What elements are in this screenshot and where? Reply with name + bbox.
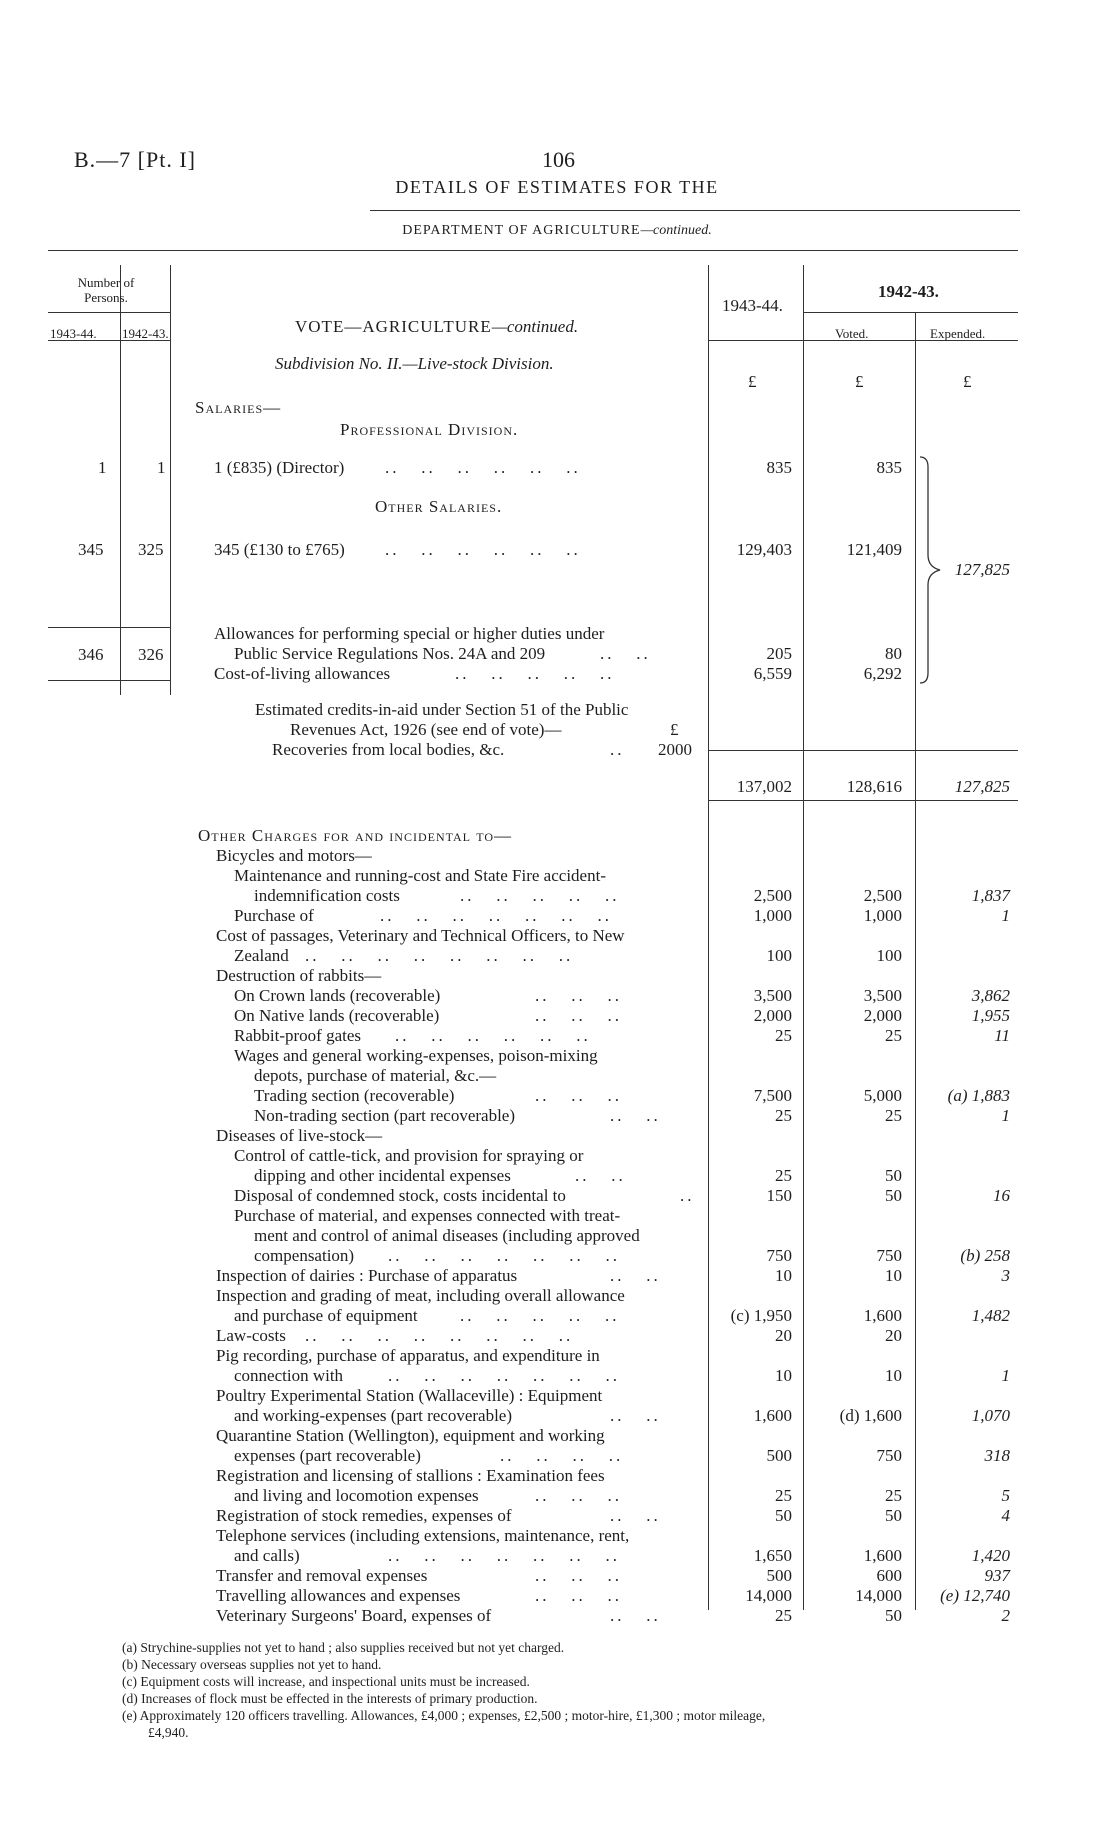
maintenance-expended: 1,837 [971,886,1010,905]
nontrading-section-estimate: 25 [775,1106,792,1125]
travelling-leaders: .. .. .. [535,1586,622,1605]
stock-remedies-label: Registration of stock remedies, expenses of [216,1506,512,1525]
poultry-station-line2: and working-expenses (part recoverable) [234,1406,513,1425]
vet-board-leaders: .. .. [610,1606,661,1625]
transfer-expended: 937 [984,1566,1010,1585]
header-rule-bottom [48,250,1018,251]
condemned-stock-expended: 16 [993,1186,1010,1205]
quarantine-station-line1: Quarantine Station (Wellington), equipment and working [216,1426,605,1445]
telephone-line2: and calls) [234,1546,300,1565]
rule-estimate [803,265,804,1610]
pound-sign-estimate: £ [748,372,757,391]
passages-leaders: .. .. .. .. .. .. .. .. [305,946,574,965]
subtotal-expended: 127,825 [954,777,1010,796]
director-persons-b: 1 [157,458,166,477]
cost-of-living-estimate: 6,559 [753,664,792,683]
persons-year-b: 1942-43. [122,326,169,341]
native-lands-estimate: 2,000 [753,1006,792,1025]
dairies-label: Inspection of dairies : Purchase of apparatus [216,1266,518,1285]
crown-lands-expended: 3,862 [971,986,1010,1005]
purchase-leaders: .. .. .. .. .. .. .. [380,906,612,925]
document-reference: B.—7 [Pt. I] [74,147,196,172]
header-rule-top [370,210,1020,211]
poultry-station-estimate: 1,600 [753,1406,792,1425]
other-salaries-leaders: .. .. .. .. .. .. [385,540,581,559]
bicycles-heading: Bicycles and motors— [216,846,372,865]
trading-section-estimate: 7,500 [753,1086,792,1105]
trading-section-voted: 5,000 [863,1086,902,1105]
other-persons-a: 345 [78,540,104,559]
allowances-estimate: 205 [766,644,792,663]
telephone-estimate: 1,650 [753,1546,792,1565]
quarantine-station-line2: expenses (part recoverable) [234,1446,421,1465]
pig-recording-line1: Pig recording, purchase of apparatus, and expenditure in [216,1346,600,1365]
material-line2: ment and control of animal diseases (including approved [254,1226,640,1245]
nontrading-section-voted: 25 [885,1106,902,1125]
stock-remedies-leaders: .. .. [610,1506,661,1525]
number-of-persons-heading: Number of Persons. [77,275,135,305]
salaries-expended-group: 127,825 [954,560,1010,579]
quarantine-station-estimate: 500 [766,1446,792,1465]
passages-voted: 100 [876,946,902,965]
pound-sign-expended: £ [963,372,972,391]
vote-continued: —continued. [491,317,579,336]
rule-year-group [803,312,1018,313]
vet-board-label: Veterinary Surgeons' Board, expenses of [216,1606,492,1625]
pig-recording-voted: 10 [885,1366,902,1385]
cost-of-living-leaders: .. .. .. .. .. [455,664,615,683]
total-persons-a: 346 [78,645,104,664]
cattle-tick-line1: Control of cattle-tick, and provision for spraying or [234,1146,584,1165]
pig-recording-expended: 1 [1001,1366,1010,1385]
rule-persons-header [48,312,170,313]
material-voted: 750 [876,1246,902,1265]
cost-of-living-voted: 6,292 [863,664,902,683]
passages-line1: Cost of passages, Veterinary and Technical Officers, to New [216,926,625,945]
footnote-e-line2: £4,940. [148,1725,189,1740]
rabbit-gates-label: Rabbit-proof gates [234,1026,361,1045]
other-salaries-heading: Other Salaries. [375,497,503,516]
cost-of-living-label: Cost-of-living allowances [214,664,391,683]
poultry-station-leaders: .. .. [610,1406,661,1425]
rule-subtotal-bottom [708,800,1018,801]
meat-grading-estimate: (c) 1,950 [730,1306,792,1325]
cattle-tick-leaders: .. .. [575,1166,626,1185]
expended-heading: Expended. [930,326,986,341]
stallions-line1: Registration and licensing of stallions : Examination fees [216,1466,605,1485]
native-lands-label: On Native lands (recoverable) [234,1006,440,1025]
vet-board-voted: 50 [885,1606,902,1625]
quarantine-station-leaders: .. .. .. .. [500,1446,624,1465]
subdivision-title: Subdivision No. II.—Live-stock Division. [275,354,554,373]
maintenance-voted: 2,500 [863,886,902,905]
credits-line2: Revenues Act, 1926 (see end of vote)— [290,720,562,739]
vote-name: VOTE—AGRICULTURE [295,317,492,336]
pig-recording-leaders: .. .. .. .. .. .. .. [388,1366,620,1385]
cattle-tick-estimate: 25 [775,1166,792,1185]
rule-totals-bottom [48,680,170,681]
rule-description [708,265,709,1610]
director-voted: 835 [876,458,902,477]
pig-recording-line2: connection with [234,1366,344,1385]
maintenance-estimate: 2,500 [753,886,792,905]
subtotal-estimate: 137,002 [736,777,792,796]
vet-board-expended: 2 [1001,1606,1010,1625]
director-persons-a: 1 [98,458,107,477]
allowances-voted: 80 [885,644,902,663]
native-lands-expended: 1,955 [971,1006,1010,1025]
other-salaries-estimate: 129,403 [736,540,792,559]
director-estimate: 835 [766,458,792,477]
rabbit-gates-expended: 11 [994,1026,1010,1045]
law-costs-estimate: 20 [775,1326,792,1345]
persons-year-a: 1943-44. [50,326,97,341]
stock-remedies-voted: 50 [885,1506,902,1525]
allowances-line1: Allowances for performing special or higher duties under [214,624,605,643]
crown-lands-label: On Crown lands (recoverable) [234,986,441,1005]
crown-lands-estimate: 3,500 [753,986,792,1005]
rule-subtotal-top [708,750,1018,751]
nontrading-section-expended: 1 [1001,1106,1010,1125]
director-label: 1 (£835) (Director) [214,458,345,477]
native-lands-leaders: .. .. .. [535,1006,622,1025]
rabbits-heading: Destruction of rabbits— [216,966,382,985]
passages-estimate: 100 [766,946,792,965]
law-costs-label: Law-costs [216,1326,286,1345]
material-line3: compensation) [254,1246,355,1265]
other-charges-heading: Other Charges for and incidental to— [198,826,513,845]
nontrading-section-leaders: .. .. [610,1106,661,1125]
meat-grading-line2: and purchase of equipment [234,1306,418,1325]
meat-grading-line1: Inspection and grading of meat, including overall allowance [216,1286,625,1305]
credits-line3: Recoveries from local bodies, &c. [272,740,505,759]
other-salaries-voted: 121,409 [846,540,902,559]
condemned-stock-voted: 50 [885,1186,902,1205]
salaries-heading: Salaries— [195,398,282,417]
maintenance-line1: Maintenance and running-cost and State Fire accident- [234,866,606,885]
dairies-voted: 10 [885,1266,902,1285]
rule-voted [915,312,916,1610]
rabbit-gates-voted: 25 [885,1026,902,1045]
rule-persons-b [170,265,171,695]
maintenance-line2: indemnification costs [254,886,400,905]
purchase-label: Purchase of [234,906,314,925]
travelling-expended: (e) 12,740 [940,1586,1010,1605]
total-persons-b: 326 [138,645,164,664]
stallions-leaders: .. .. .. [535,1486,622,1505]
footnote-e-line1: (e) Approximately 120 officers travelling. Allowances, £4,000 ; expenses, £2,500 ; motor-hire, £1,300 ; motor mileage, [122,1708,766,1723]
law-costs-voted: 20 [885,1326,902,1345]
cattle-tick-voted: 50 [885,1166,902,1185]
passages-line2: Zealand [234,946,289,965]
wages-line2: depots, purchase of material, &c.— [254,1066,497,1085]
stallions-expended: 5 [1001,1486,1010,1505]
trading-section-leaders: .. .. .. [535,1086,622,1105]
quarantine-station-expended: 318 [984,1446,1010,1465]
meat-grading-expended: 1,482 [971,1306,1010,1325]
wages-line1: Wages and general working-expenses, poison-mixing [234,1046,598,1065]
rabbit-gates-estimate: 25 [775,1026,792,1045]
vote-title [295,317,578,337]
diseases-heading: Diseases of live-stock— [216,1126,383,1145]
credits-leaders: .. [610,740,625,759]
page-number: 106 [542,147,575,172]
purchase-estimate: 1,000 [753,906,792,925]
poultry-station-voted: (d) 1,600 [839,1406,902,1425]
stallions-line2: and living and locomotion expenses [234,1486,479,1505]
department-heading [0,223,1114,239]
condemned-stock-estimate: 150 [766,1186,792,1205]
credits-amount: 2000 [658,740,692,759]
purchase-voted: 1,000 [863,906,902,925]
stallions-estimate: 25 [775,1486,792,1505]
quarantine-station-voted: 750 [876,1446,902,1465]
telephone-expended: 1,420 [971,1546,1010,1565]
previous-year-heading: 1942-43. [878,282,939,301]
cattle-tick-line2: dipping and other incidental expenses [254,1166,511,1185]
transfer-estimate: 500 [766,1566,792,1585]
department-name: DEPARTMENT OF AGRICULTURE [402,223,641,238]
travelling-label: Travelling allowances and expenses [216,1586,461,1605]
trading-section-expended: (a) 1,883 [947,1086,1010,1105]
travelling-voted: 14,000 [855,1586,902,1605]
department-continued: —continued. [640,223,712,238]
footnote-c: (c) Equipment costs will increase, and inspectional units must be increased. [122,1674,530,1689]
vet-board-estimate: 25 [775,1606,792,1625]
other-persons-b: 325 [138,540,164,559]
transfer-leaders: .. .. .. [535,1566,622,1585]
estimate-year-heading: 1943-44. [722,296,783,315]
allowances-leaders: .. .. [600,644,651,663]
maintenance-leaders: .. .. .. .. .. [460,886,620,905]
director-leaders: .. .. .. .. .. .. [385,458,581,477]
crown-lands-leaders: .. .. .. [535,986,622,1005]
meat-grading-leaders: .. .. .. .. .. [460,1306,620,1325]
transfer-label: Transfer and removal expenses [216,1566,428,1585]
stallions-voted: 25 [885,1486,902,1505]
stock-remedies-estimate: 50 [775,1506,792,1525]
credits-pound: £ [670,720,679,739]
allowances-line2: Public Service Regulations Nos. 24A and 209 [234,644,546,663]
poultry-station-expended: 1,070 [971,1406,1010,1425]
trading-section-label: Trading section (recoverable) [254,1086,455,1105]
dairies-estimate: 10 [775,1266,792,1285]
credits-line1: Estimated credits-in-aid under Section 51 of the Public [255,700,629,719]
footnote-a: (a) Strychine-supplies not yet to hand ; also supplies received but not yet charged. [122,1640,565,1655]
telephone-line1: Telephone services (including extensions, maintenance, rent, [216,1526,630,1545]
telephone-voted: 1,600 [863,1546,902,1565]
condemned-stock-leaders: .. [680,1186,695,1205]
material-leaders: .. .. .. .. .. .. .. [388,1246,620,1265]
native-lands-voted: 2,000 [863,1006,902,1025]
nontrading-section-label: Non-trading section (part recoverable) [254,1106,516,1125]
stock-remedies-expended: 4 [1001,1506,1010,1525]
material-estimate: 750 [766,1246,792,1265]
material-expended: (b) 258 [960,1246,1010,1265]
dairies-leaders: .. .. [610,1266,661,1285]
transfer-voted: 600 [876,1566,902,1585]
expended-brace [918,455,948,685]
page-title: DETAILS OF ESTIMATES FOR THE [395,177,719,197]
footnote-d: (d) Increases of flock must be effected in the interests of primary production. [122,1691,538,1706]
professional-division-heading: Professional Division. [340,420,519,439]
purchase-expended: 1 [1001,906,1010,925]
travelling-estimate: 14,000 [745,1586,792,1605]
subtotal-voted: 128,616 [846,777,902,796]
other-salaries-label: 345 (£130 to £765) [214,540,345,559]
poultry-station-line1: Poultry Experimental Station (Wallaceville) : Equipment [216,1386,603,1405]
meat-grading-voted: 1,600 [863,1306,902,1325]
voted-heading: Voted. [835,326,869,341]
dairies-expended: 3 [1001,1266,1010,1285]
footnote-b: (b) Necessary overseas supplies not yet to hand. [122,1657,382,1672]
telephone-leaders: .. .. .. .. .. .. .. [388,1546,620,1565]
crown-lands-voted: 3,500 [863,986,902,1005]
rabbit-gates-leaders: .. .. .. .. .. .. [395,1026,591,1045]
rule-totals-top [48,627,170,628]
pig-recording-estimate: 10 [775,1366,792,1385]
rule-persons-a [120,265,121,695]
law-costs-leaders: .. .. .. .. .. .. .. .. [305,1326,574,1345]
condemned-stock-label: Disposal of condemned stock, costs incidental to [234,1186,566,1205]
material-line1: Purchase of material, and expenses connected with treat- [234,1206,621,1225]
pound-sign-voted: £ [855,372,864,391]
